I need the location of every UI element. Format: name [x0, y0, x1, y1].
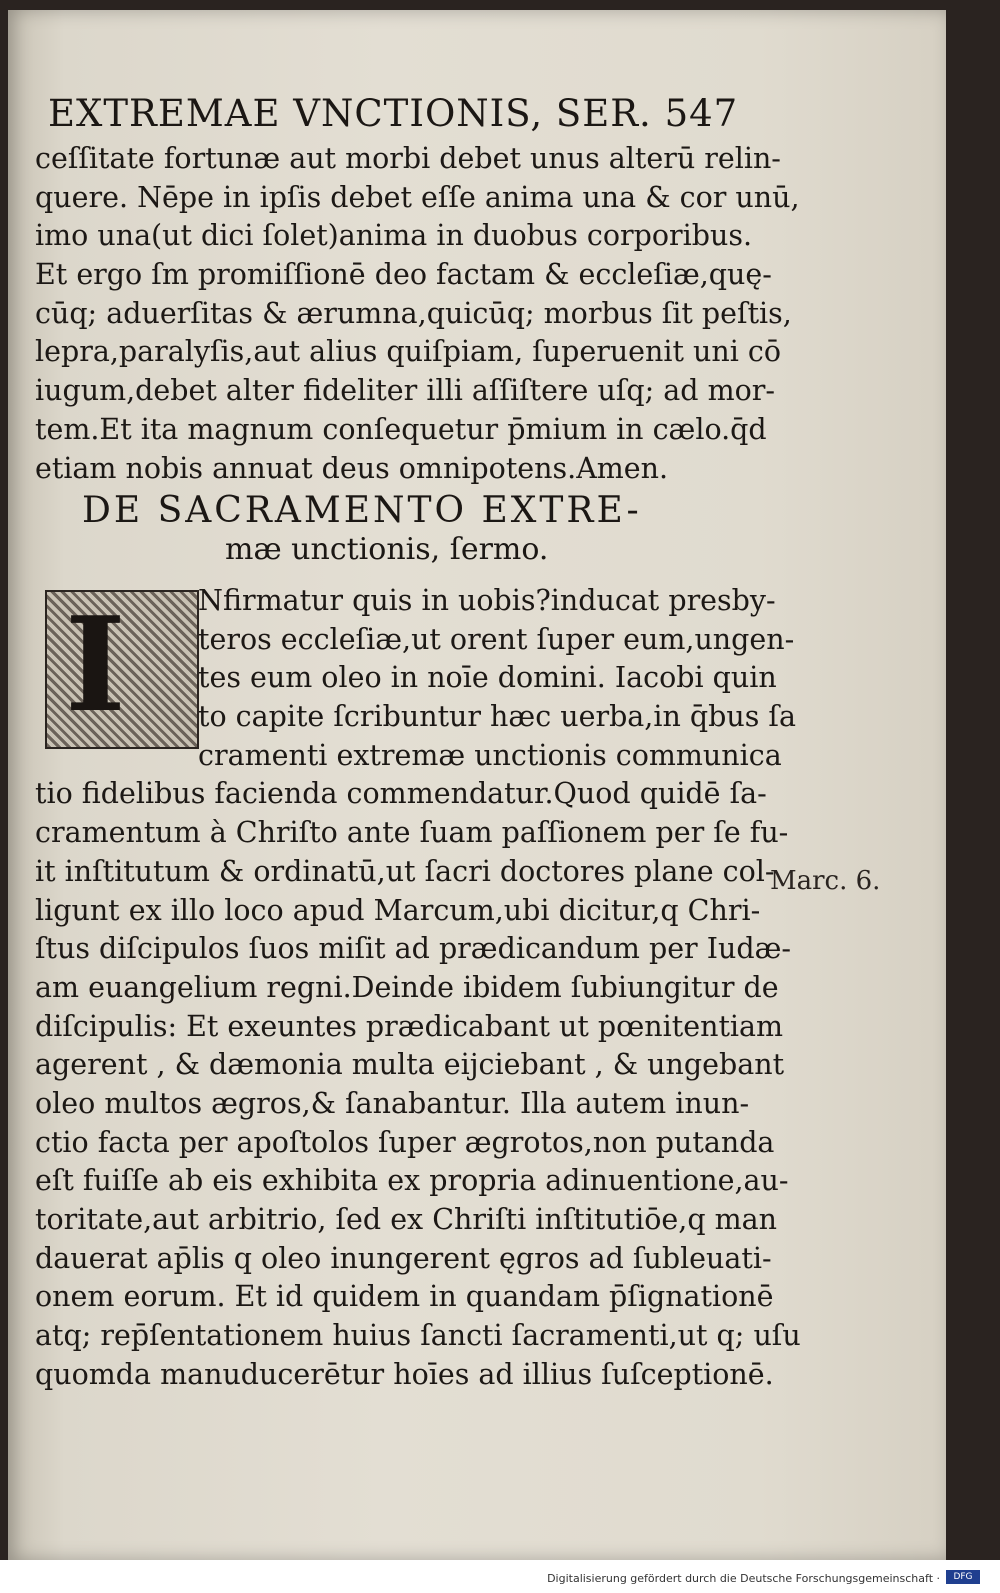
- text-line: cramentum à Chriſto ante ſuam paſſionem per ſe fu-: [35, 816, 789, 850]
- text-line: lepra,paralyſis,aut alius quiſpiam, ſuperuenit uni cō: [35, 335, 782, 369]
- text-line: ceſſitate fortunæ aut morbi debet unus alterū relin-: [35, 142, 781, 175]
- text-line: atq; rep̄ſentationem huius ſancti ſacramenti,ut q; uſu: [35, 1319, 801, 1353]
- footer-bar: [0, 1560, 1000, 1593]
- text-line: ligunt ex illo loco apud Marcum,ubi dicitur,q Chri-: [35, 893, 761, 927]
- text-line: eſt fuiſſe ab eis exhibita ex propria adinuentione,au-: [35, 1164, 789, 1198]
- section-heading: DE SACRAMENTO EXTRE-: [82, 490, 642, 531]
- text-line: onem eorum. Et id quidem in quandam p̄ſignationē: [35, 1280, 774, 1314]
- initial-letter: I: [65, 588, 126, 741]
- text-line: to capite ſcribuntur hæc uerba,in q̄bus ſa: [198, 700, 796, 734]
- text-line: it inſtitutum & ordinatū,ut ſacri doctores plane col-: [35, 854, 775, 888]
- margin-note: Marc. 6.: [770, 866, 881, 896]
- text-line: quere. Nēpe in ipſis debet eſſe anima una & cor unū,: [35, 180, 800, 214]
- footer-credit: Digitalisierung gefördert durch die Deutsche Forschungsgemeinschaft ·: [547, 1572, 940, 1585]
- text-line: tio fidelibus facienda commendatur.Quod quidē ſa-: [35, 777, 767, 811]
- text-line: tes eum oleo in noīe domini. Iacobi quin: [198, 661, 777, 695]
- text-line: dauerat ap̄lis q oleo inungerent ęgros ad ſubleuati-: [35, 1241, 772, 1275]
- text-line: etiam nobis annuat deus omnipotens.Amen.: [35, 451, 669, 485]
- text-line: teros eccleſiæ,ut orent ſuper eum,ungen-: [198, 622, 795, 656]
- text-line: Nfirmatur quis in uobis?inducat presby-: [198, 584, 776, 617]
- text-line: cramenti extremæ unctionis communica: [198, 738, 782, 772]
- text-line: am euangelium regni.Deinde ibidem ſubiungitur de: [35, 970, 779, 1004]
- text-line: quomda manuducerētur hoīes ad illius ſuſceptionē.: [35, 1357, 774, 1391]
- text-line: toritate,aut arbitrio, ſed ex Chriſti inſtitutiōe,q man: [35, 1203, 777, 1236]
- text-line: diſcipulis: Et exeuntes prædicabant ut pœnitentiam: [35, 1009, 784, 1043]
- top-paragraph: [35, 140, 800, 488]
- text-line: imo una(ut dici ſolet)anima in duobus corporibus.: [35, 219, 753, 253]
- text-line: tem.Et ita magnum conſequetur p̄mium in cælo.q̄d: [35, 412, 767, 446]
- text-line: cūq; aduerſitas & ærumna,quicūq; morbus ſit peſtis,: [35, 296, 792, 330]
- text-line: ſtus diſcipulos ſuos miſit ad prædicandum per Iudæ-: [35, 932, 792, 966]
- text-line: Et ergo ſm promiſſionē deo factam & eccleſiæ,quę-: [35, 258, 772, 292]
- section-subheading: mæ unctionis, ſermo.: [225, 532, 549, 567]
- text-line: iugum,debet alter fideliter illi aſſiſtere uſq; ad mor-: [35, 374, 776, 408]
- running-header: EXTREMAE VNCTIONIS, SER. 547: [48, 92, 739, 135]
- sermon-body: [35, 582, 801, 1394]
- text-line: ctio facta per apoſtolos ſuper ægrotos,non putanda: [35, 1125, 775, 1159]
- dfg-logo: DFG: [946, 1570, 980, 1584]
- text-line: agerent , & dæmonia multa eijciebant , & ungebant: [35, 1048, 785, 1082]
- text-line: oleo multos ægros,& ſanabantur. Illa autem inun-: [35, 1086, 750, 1120]
